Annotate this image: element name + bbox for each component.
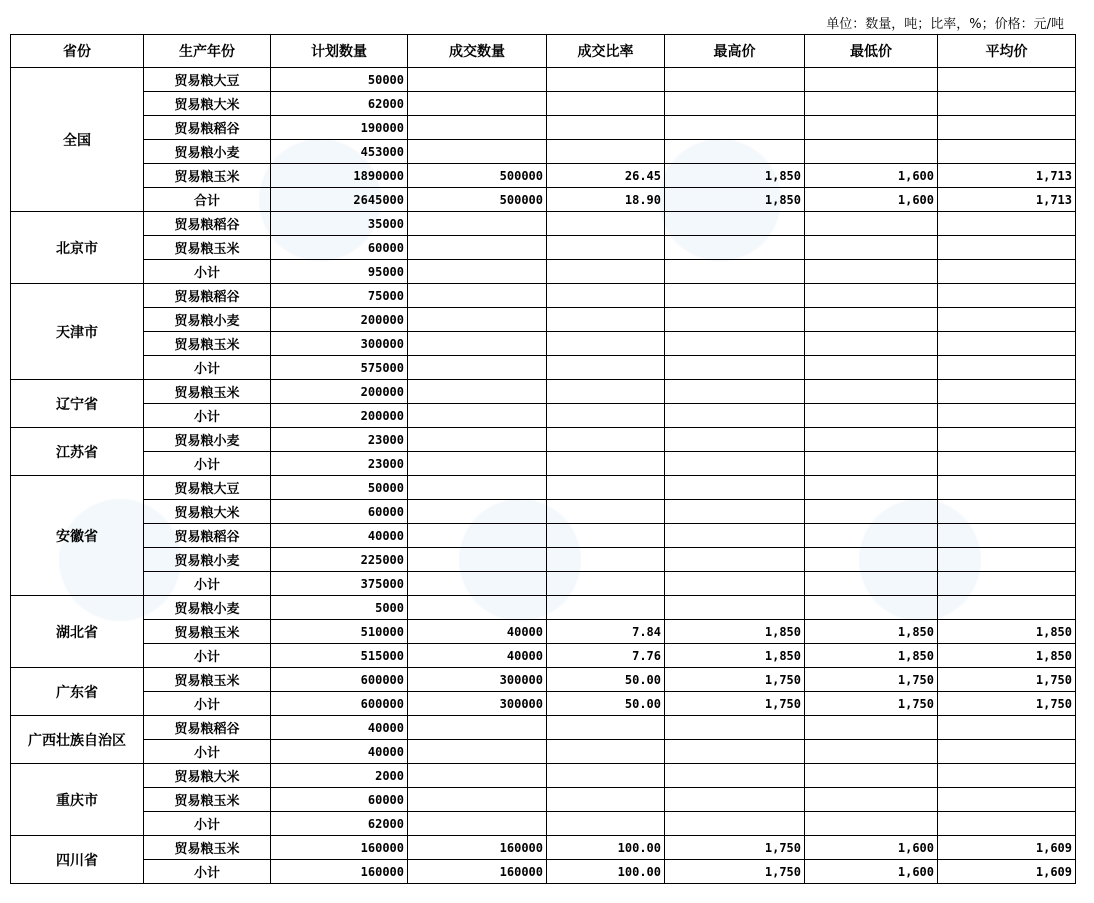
deal-qty-cell	[408, 572, 547, 596]
plan-qty-cell: 510000	[271, 620, 408, 644]
deal-qty-cell	[408, 308, 547, 332]
deal-rate-cell	[547, 788, 665, 812]
avg-price-cell: 1,750	[938, 668, 1076, 692]
min-price-cell	[805, 404, 938, 428]
min-price-cell: 1,750	[805, 668, 938, 692]
max-price-cell	[665, 500, 805, 524]
deal-qty-cell	[408, 332, 547, 356]
avg-price-cell	[938, 572, 1076, 596]
deal-rate-cell	[547, 308, 665, 332]
deal-rate-cell	[547, 716, 665, 740]
min-price-cell	[805, 812, 938, 836]
table-row	[11, 740, 1076, 764]
plan-qty-cell: 2645000	[271, 188, 408, 212]
deal-rate-cell	[547, 812, 665, 836]
table-row	[11, 548, 1076, 572]
province-cell: 安徽省	[11, 476, 144, 596]
province-cell: 湖北省	[11, 596, 144, 668]
year-cell: 贸易粮玉米	[144, 164, 271, 188]
plan-qty-cell: 95000	[271, 260, 408, 284]
avg-price-cell	[938, 500, 1076, 524]
min-price-cell	[805, 308, 938, 332]
deal-rate-cell: 100.00	[547, 860, 665, 884]
plan-qty-cell: 190000	[271, 116, 408, 140]
deal-rate-cell	[547, 500, 665, 524]
max-price-cell	[665, 716, 805, 740]
plan-qty-cell: 75000	[271, 284, 408, 308]
deal-qty-cell: 160000	[408, 836, 547, 860]
min-price-cell	[805, 140, 938, 164]
year-cell: 贸易粮大米	[144, 764, 271, 788]
deal-rate-cell	[547, 476, 665, 500]
avg-price-cell	[938, 212, 1076, 236]
table-row	[11, 596, 1076, 620]
min-price-cell	[805, 452, 938, 476]
table-row	[11, 524, 1076, 548]
min-price-cell: 1,600	[805, 164, 938, 188]
avg-price-cell	[938, 332, 1076, 356]
year-cell: 小计	[144, 452, 271, 476]
year-cell: 贸易粮稻谷	[144, 284, 271, 308]
plan-qty-cell: 5000	[271, 596, 408, 620]
deal-rate-cell	[547, 428, 665, 452]
table-row	[11, 788, 1076, 812]
year-cell: 小计	[144, 356, 271, 380]
year-cell: 小计	[144, 644, 271, 668]
plan-qty-cell: 40000	[271, 716, 408, 740]
table-row	[11, 836, 1076, 860]
header-province: 省份	[11, 35, 144, 68]
max-price-cell	[665, 284, 805, 308]
avg-price-cell: 1,750	[938, 692, 1076, 716]
min-price-cell: 1,600	[805, 836, 938, 860]
deal-rate-cell: 18.90	[547, 188, 665, 212]
table-row	[11, 188, 1076, 212]
min-price-cell	[805, 380, 938, 404]
min-price-cell	[805, 428, 938, 452]
avg-price-cell	[938, 404, 1076, 428]
min-price-cell	[805, 92, 938, 116]
year-cell: 贸易粮大米	[144, 92, 271, 116]
table-row	[11, 500, 1076, 524]
avg-price-cell	[938, 308, 1076, 332]
min-price-cell	[805, 260, 938, 284]
deal-qty-cell	[408, 452, 547, 476]
max-price-cell	[665, 428, 805, 452]
table-row	[11, 260, 1076, 284]
deal-rate-cell	[547, 332, 665, 356]
plan-qty-cell: 62000	[271, 812, 408, 836]
deal-rate-cell	[547, 92, 665, 116]
min-price-cell	[805, 476, 938, 500]
deal-rate-cell: 50.00	[547, 692, 665, 716]
year-cell: 贸易粮玉米	[144, 620, 271, 644]
plan-qty-cell: 60000	[271, 236, 408, 260]
avg-price-cell	[938, 452, 1076, 476]
deal-qty-cell: 300000	[408, 692, 547, 716]
year-cell: 贸易粮大豆	[144, 476, 271, 500]
deal-rate-cell	[547, 140, 665, 164]
avg-price-cell	[938, 548, 1076, 572]
max-price-cell	[665, 380, 805, 404]
table-row	[11, 284, 1076, 308]
deal-qty-cell	[408, 596, 547, 620]
table-row	[11, 236, 1076, 260]
avg-price-cell	[938, 476, 1076, 500]
header-year: 生产年份	[144, 35, 271, 68]
min-price-cell	[805, 788, 938, 812]
avg-price-cell	[938, 812, 1076, 836]
plan-qty-cell: 575000	[271, 356, 408, 380]
plan-qty-cell: 40000	[271, 740, 408, 764]
max-price-cell: 1,850	[665, 620, 805, 644]
year-cell: 贸易粮小麦	[144, 308, 271, 332]
table-row	[11, 668, 1076, 692]
max-price-cell: 1,850	[665, 188, 805, 212]
year-cell: 贸易粮玉米	[144, 332, 271, 356]
avg-price-cell	[938, 716, 1076, 740]
max-price-cell	[665, 476, 805, 500]
deal-qty-cell	[408, 788, 547, 812]
table-row	[11, 692, 1076, 716]
deal-qty-cell: 40000	[408, 644, 547, 668]
min-price-cell	[805, 548, 938, 572]
avg-price-cell	[938, 260, 1076, 284]
table-row	[11, 452, 1076, 476]
deal-rate-cell	[547, 548, 665, 572]
deal-qty-cell	[408, 92, 547, 116]
table-row	[11, 68, 1076, 92]
year-cell: 小计	[144, 572, 271, 596]
min-price-cell: 1,750	[805, 692, 938, 716]
max-price-cell	[665, 524, 805, 548]
min-price-cell	[805, 716, 938, 740]
plan-qty-cell: 35000	[271, 212, 408, 236]
deal-rate-cell	[547, 260, 665, 284]
max-price-cell	[665, 68, 805, 92]
max-price-cell	[665, 404, 805, 428]
plan-qty-cell: 225000	[271, 548, 408, 572]
deal-qty-cell	[408, 116, 547, 140]
deal-rate-cell	[547, 380, 665, 404]
year-cell: 贸易粮大米	[144, 500, 271, 524]
max-price-cell	[665, 596, 805, 620]
deal-rate-cell	[547, 68, 665, 92]
header-deal-qty: 成交数量	[408, 35, 547, 68]
max-price-cell	[665, 740, 805, 764]
year-cell: 贸易粮小麦	[144, 596, 271, 620]
table-row	[11, 812, 1076, 836]
deal-qty-cell	[408, 500, 547, 524]
table-row	[11, 308, 1076, 332]
table-row	[11, 764, 1076, 788]
deal-qty-cell: 500000	[408, 164, 547, 188]
deal-rate-cell	[547, 764, 665, 788]
max-price-cell	[665, 548, 805, 572]
plan-qty-cell: 60000	[271, 788, 408, 812]
min-price-cell	[805, 764, 938, 788]
year-cell: 贸易粮稻谷	[144, 116, 271, 140]
table-row	[11, 164, 1076, 188]
year-cell: 小计	[144, 740, 271, 764]
deal-qty-cell	[408, 548, 547, 572]
plan-qty-cell: 2000	[271, 764, 408, 788]
deal-qty-cell	[408, 284, 547, 308]
max-price-cell	[665, 332, 805, 356]
avg-price-cell	[938, 140, 1076, 164]
max-price-cell	[665, 452, 805, 476]
header-max-price: 最高价	[665, 35, 805, 68]
min-price-cell	[805, 740, 938, 764]
deal-rate-cell	[547, 212, 665, 236]
table-row	[11, 620, 1076, 644]
max-price-cell: 1,750	[665, 836, 805, 860]
deal-rate-cell	[547, 452, 665, 476]
avg-price-cell	[938, 68, 1076, 92]
avg-price-cell	[938, 788, 1076, 812]
max-price-cell: 1,750	[665, 692, 805, 716]
header-avg-price: 平均价	[938, 35, 1076, 68]
plan-qty-cell: 62000	[271, 92, 408, 116]
year-cell: 贸易粮玉米	[144, 836, 271, 860]
header-plan-qty: 计划数量	[271, 35, 408, 68]
table-row	[11, 860, 1076, 884]
province-cell: 辽宁省	[11, 380, 144, 428]
deal-rate-cell: 50.00	[547, 668, 665, 692]
plan-qty-cell: 600000	[271, 692, 408, 716]
year-cell: 小计	[144, 812, 271, 836]
header-deal-rate: 成交比率	[547, 35, 665, 68]
min-price-cell	[805, 596, 938, 620]
deal-rate-cell	[547, 356, 665, 380]
min-price-cell: 1,850	[805, 644, 938, 668]
table-row	[11, 572, 1076, 596]
deal-qty-cell	[408, 812, 547, 836]
deal-qty-cell	[408, 476, 547, 500]
plan-qty-cell: 200000	[271, 380, 408, 404]
avg-price-cell	[938, 116, 1076, 140]
year-cell: 贸易粮稻谷	[144, 212, 271, 236]
avg-price-cell	[938, 524, 1076, 548]
plan-qty-cell: 453000	[271, 140, 408, 164]
avg-price-cell	[938, 596, 1076, 620]
table-row	[11, 116, 1076, 140]
plan-qty-cell: 23000	[271, 428, 408, 452]
max-price-cell	[665, 356, 805, 380]
avg-price-cell	[938, 428, 1076, 452]
header-row	[11, 35, 1076, 68]
plan-qty-cell: 160000	[271, 836, 408, 860]
unit-note: 单位：数量，吨；比率，%；价格：元/吨	[826, 17, 1064, 32]
deal-qty-cell	[408, 236, 547, 260]
plan-qty-cell: 200000	[271, 404, 408, 428]
plan-qty-cell: 300000	[271, 332, 408, 356]
max-price-cell	[665, 764, 805, 788]
avg-price-cell	[938, 380, 1076, 404]
max-price-cell	[665, 140, 805, 164]
plan-qty-cell: 200000	[271, 308, 408, 332]
max-price-cell	[665, 788, 805, 812]
deal-rate-cell	[547, 236, 665, 260]
deal-qty-cell: 500000	[408, 188, 547, 212]
deal-rate-cell: 7.84	[547, 620, 665, 644]
table-row	[11, 140, 1076, 164]
max-price-cell: 1,750	[665, 668, 805, 692]
year-cell: 贸易粮稻谷	[144, 716, 271, 740]
deal-qty-cell	[408, 380, 547, 404]
max-price-cell	[665, 236, 805, 260]
avg-price-cell: 1,850	[938, 620, 1076, 644]
grain-trade-table	[10, 34, 1076, 884]
avg-price-cell: 1,609	[938, 860, 1076, 884]
min-price-cell: 1,850	[805, 620, 938, 644]
min-price-cell	[805, 500, 938, 524]
deal-rate-cell	[547, 740, 665, 764]
plan-qty-cell: 515000	[271, 644, 408, 668]
min-price-cell	[805, 68, 938, 92]
year-cell: 贸易粮玉米	[144, 236, 271, 260]
deal-rate-cell: 7.76	[547, 644, 665, 668]
min-price-cell	[805, 212, 938, 236]
avg-price-cell: 1,713	[938, 188, 1076, 212]
year-cell: 贸易粮稻谷	[144, 524, 271, 548]
province-cell: 江苏省	[11, 428, 144, 476]
year-cell: 小计	[144, 860, 271, 884]
plan-qty-cell: 60000	[271, 500, 408, 524]
max-price-cell	[665, 308, 805, 332]
year-cell: 贸易粮玉米	[144, 788, 271, 812]
deal-rate-cell: 26.45	[547, 164, 665, 188]
min-price-cell	[805, 236, 938, 260]
table-row	[11, 644, 1076, 668]
deal-rate-cell	[547, 596, 665, 620]
province-cell: 广西壮族自治区	[11, 716, 144, 764]
max-price-cell	[665, 260, 805, 284]
deal-qty-cell: 300000	[408, 668, 547, 692]
table-row	[11, 716, 1076, 740]
avg-price-cell: 1,609	[938, 836, 1076, 860]
year-cell: 小计	[144, 404, 271, 428]
deal-rate-cell	[547, 116, 665, 140]
deal-rate-cell: 100.00	[547, 836, 665, 860]
min-price-cell	[805, 116, 938, 140]
deal-qty-cell	[408, 716, 547, 740]
year-cell: 贸易粮小麦	[144, 140, 271, 164]
min-price-cell	[805, 332, 938, 356]
avg-price-cell	[938, 92, 1076, 116]
avg-price-cell	[938, 236, 1076, 260]
max-price-cell: 1,750	[665, 860, 805, 884]
avg-price-cell: 1,850	[938, 644, 1076, 668]
table-row	[11, 92, 1076, 116]
avg-price-cell: 1,713	[938, 164, 1076, 188]
plan-qty-cell: 50000	[271, 476, 408, 500]
min-price-cell	[805, 284, 938, 308]
deal-qty-cell	[408, 764, 547, 788]
avg-price-cell	[938, 284, 1076, 308]
min-price-cell: 1,600	[805, 188, 938, 212]
max-price-cell	[665, 92, 805, 116]
year-cell: 小计	[144, 260, 271, 284]
deal-qty-cell	[408, 524, 547, 548]
province-cell: 全国	[11, 68, 144, 212]
plan-qty-cell: 40000	[271, 524, 408, 548]
plan-qty-cell: 1890000	[271, 164, 408, 188]
deal-qty-cell: 40000	[408, 620, 547, 644]
plan-qty-cell: 23000	[271, 452, 408, 476]
year-cell: 贸易粮玉米	[144, 380, 271, 404]
year-cell: 合计	[144, 188, 271, 212]
table-row	[11, 212, 1076, 236]
max-price-cell	[665, 116, 805, 140]
deal-qty-cell	[408, 404, 547, 428]
province-cell: 重庆市	[11, 764, 144, 836]
plan-qty-cell: 160000	[271, 860, 408, 884]
deal-rate-cell	[547, 524, 665, 548]
header-min-price: 最低价	[805, 35, 938, 68]
deal-qty-cell	[408, 428, 547, 452]
deal-qty-cell	[408, 140, 547, 164]
year-cell: 贸易粮玉米	[144, 668, 271, 692]
deal-rate-cell	[547, 404, 665, 428]
table-row	[11, 476, 1076, 500]
plan-qty-cell: 375000	[271, 572, 408, 596]
province-cell: 四川省	[11, 836, 144, 884]
min-price-cell	[805, 524, 938, 548]
plan-qty-cell: 600000	[271, 668, 408, 692]
min-price-cell: 1,600	[805, 860, 938, 884]
table-row	[11, 356, 1076, 380]
table-row	[11, 404, 1076, 428]
deal-qty-cell	[408, 740, 547, 764]
max-price-cell: 1,850	[665, 644, 805, 668]
deal-qty-cell	[408, 356, 547, 380]
deal-qty-cell: 160000	[408, 860, 547, 884]
table-row	[11, 380, 1076, 404]
min-price-cell	[805, 356, 938, 380]
year-cell: 贸易粮小麦	[144, 548, 271, 572]
min-price-cell	[805, 572, 938, 596]
deal-qty-cell	[408, 68, 547, 92]
deal-rate-cell	[547, 284, 665, 308]
avg-price-cell	[938, 764, 1076, 788]
max-price-cell	[665, 572, 805, 596]
province-cell: 北京市	[11, 212, 144, 284]
plan-qty-cell: 50000	[271, 68, 408, 92]
table-row	[11, 332, 1076, 356]
year-cell: 贸易粮大豆	[144, 68, 271, 92]
table-row	[11, 428, 1076, 452]
deal-rate-cell	[547, 572, 665, 596]
max-price-cell	[665, 812, 805, 836]
max-price-cell: 1,850	[665, 164, 805, 188]
year-cell: 贸易粮小麦	[144, 428, 271, 452]
avg-price-cell	[938, 356, 1076, 380]
deal-qty-cell	[408, 212, 547, 236]
year-cell: 小计	[144, 692, 271, 716]
deal-qty-cell	[408, 260, 547, 284]
max-price-cell	[665, 212, 805, 236]
province-cell: 广东省	[11, 668, 144, 716]
province-cell: 天津市	[11, 284, 144, 380]
avg-price-cell	[938, 740, 1076, 764]
